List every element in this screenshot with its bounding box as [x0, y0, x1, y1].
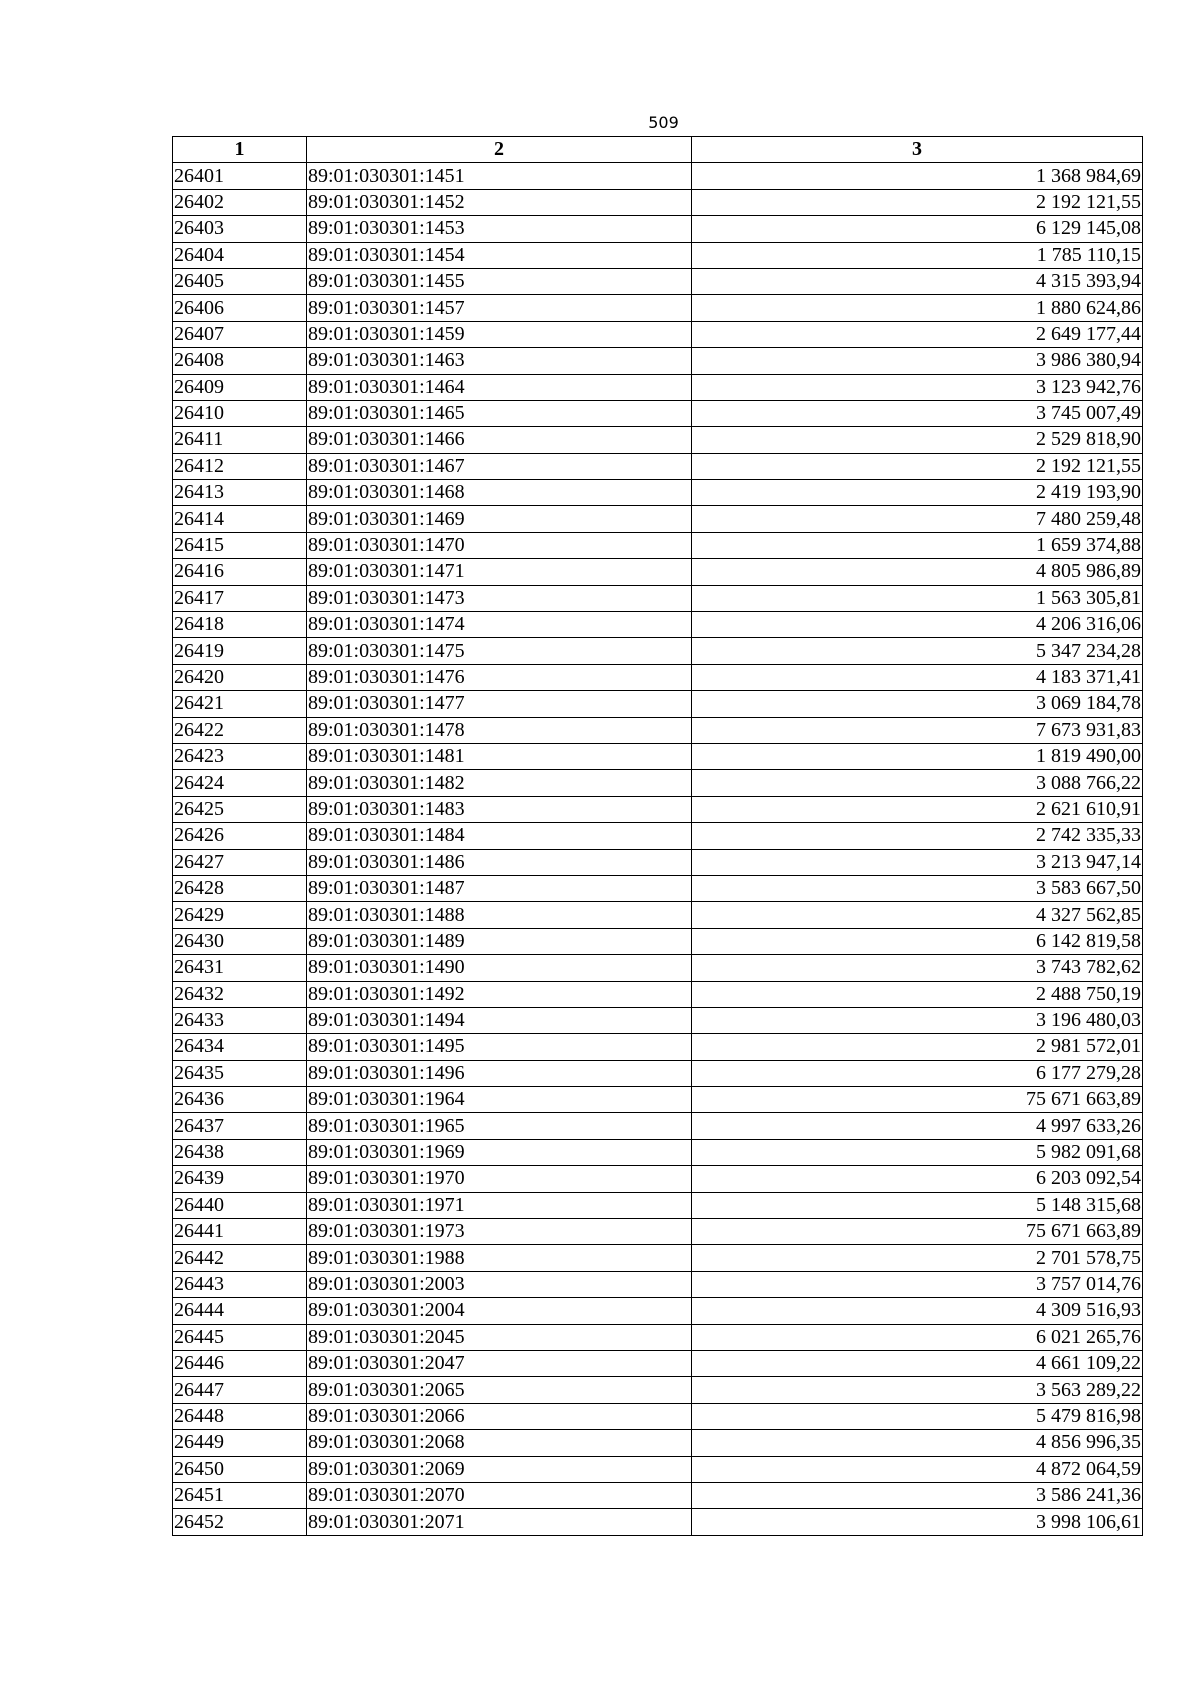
- row-number-cell: 26412: [173, 453, 307, 479]
- cadastral-number-cell: 89:01:030301:1973: [307, 1219, 692, 1245]
- value-cell: 6 129 145,08: [692, 216, 1143, 242]
- row-number-cell: 26410: [173, 400, 307, 426]
- row-number-cell: 26442: [173, 1245, 307, 1271]
- cadastral-number-cell: 89:01:030301:1465: [307, 400, 692, 426]
- row-number-cell: 26444: [173, 1298, 307, 1324]
- cadastral-number-cell: 89:01:030301:1466: [307, 427, 692, 453]
- table-row: [173, 1219, 1143, 1245]
- table-row: [173, 1034, 1143, 1060]
- value-cell: 4 327 562,85: [692, 902, 1143, 928]
- value-cell: 3 088 766,22: [692, 770, 1143, 796]
- cadastral-number-cell: 89:01:030301:1492: [307, 981, 692, 1007]
- value-cell: 3 998 106,61: [692, 1509, 1143, 1535]
- cadastral-number-cell: 89:01:030301:1489: [307, 928, 692, 954]
- value-cell: 2 192 121,55: [692, 453, 1143, 479]
- cadastral-number-cell: 89:01:030301:1475: [307, 638, 692, 664]
- row-number-cell: 26439: [173, 1166, 307, 1192]
- cadastral-number-cell: 89:01:030301:1965: [307, 1113, 692, 1139]
- row-number-cell: 26423: [173, 743, 307, 769]
- table-row: [173, 717, 1143, 743]
- table-row: [173, 321, 1143, 347]
- row-number-cell: 26407: [173, 321, 307, 347]
- row-number-cell: 26406: [173, 295, 307, 321]
- value-cell: 4 206 316,06: [692, 612, 1143, 638]
- row-number-cell: 26405: [173, 268, 307, 294]
- row-number-cell: 26422: [173, 717, 307, 743]
- cadastral-number-cell: 89:01:030301:1496: [307, 1060, 692, 1086]
- row-number-cell: 26445: [173, 1324, 307, 1350]
- cadastral-number-cell: 89:01:030301:1452: [307, 189, 692, 215]
- table-row: [173, 770, 1143, 796]
- value-cell: 6 177 279,28: [692, 1060, 1143, 1086]
- cadastral-number-cell: 89:01:030301:1488: [307, 902, 692, 928]
- row-number-cell: 26452: [173, 1509, 307, 1535]
- cadastral-number-cell: 89:01:030301:1486: [307, 849, 692, 875]
- row-number-cell: 26430: [173, 928, 307, 954]
- table-row: [173, 691, 1143, 717]
- data-table: [172, 136, 1143, 1536]
- table-row: [173, 928, 1143, 954]
- value-cell: 2 419 193,90: [692, 480, 1143, 506]
- row-number-cell: 26438: [173, 1139, 307, 1165]
- table-row: [173, 427, 1143, 453]
- value-cell: 6 142 819,58: [692, 928, 1143, 954]
- value-cell: 4 805 986,89: [692, 559, 1143, 585]
- row-number-cell: 26450: [173, 1456, 307, 1482]
- value-cell: 2 742 335,33: [692, 823, 1143, 849]
- value-cell: 1 368 984,69: [692, 163, 1143, 189]
- row-number-cell: 26431: [173, 955, 307, 981]
- value-cell: 3 583 667,50: [692, 875, 1143, 901]
- cadastral-number-cell: 89:01:030301:1487: [307, 875, 692, 901]
- row-number-cell: 26411: [173, 427, 307, 453]
- table-row: [173, 1430, 1143, 1456]
- row-number-cell: 26415: [173, 532, 307, 558]
- table-row: [173, 1482, 1143, 1508]
- cadastral-number-cell: 89:01:030301:2068: [307, 1430, 692, 1456]
- table-row: [173, 1324, 1143, 1350]
- table-row: [173, 1060, 1143, 1086]
- table-row: [173, 480, 1143, 506]
- value-cell: 2 621 610,91: [692, 796, 1143, 822]
- row-number-cell: 26404: [173, 242, 307, 268]
- row-number-cell: 26437: [173, 1113, 307, 1139]
- cadastral-number-cell: 89:01:030301:1490: [307, 955, 692, 981]
- row-number-cell: 26436: [173, 1087, 307, 1113]
- table-row: [173, 400, 1143, 426]
- row-number-cell: 26421: [173, 691, 307, 717]
- value-cell: 2 701 578,75: [692, 1245, 1143, 1271]
- cadastral-number-cell: 89:01:030301:1478: [307, 717, 692, 743]
- value-cell: 3 563 289,22: [692, 1377, 1143, 1403]
- table-row: [173, 638, 1143, 664]
- cadastral-number-cell: 89:01:030301:1474: [307, 612, 692, 638]
- table-row: [173, 1007, 1143, 1033]
- table-row: [173, 216, 1143, 242]
- cadastral-number-cell: 89:01:030301:2004: [307, 1298, 692, 1324]
- row-number-cell: 26419: [173, 638, 307, 664]
- value-cell: 3 986 380,94: [692, 348, 1143, 374]
- value-cell: 6 203 092,54: [692, 1166, 1143, 1192]
- row-number-cell: 26441: [173, 1219, 307, 1245]
- table-row: [173, 1113, 1143, 1139]
- table-row: [173, 612, 1143, 638]
- value-cell: 3 069 184,78: [692, 691, 1143, 717]
- table-row: [173, 1192, 1143, 1218]
- cadastral-number-cell: 89:01:030301:2045: [307, 1324, 692, 1350]
- value-cell: 3 586 241,36: [692, 1482, 1143, 1508]
- value-cell: 5 347 234,28: [692, 638, 1143, 664]
- page-number: 509: [648, 113, 679, 132]
- table-row: [173, 955, 1143, 981]
- row-number-cell: 26413: [173, 480, 307, 506]
- cadastral-number-cell: 89:01:030301:1464: [307, 374, 692, 400]
- value-cell: 2 529 818,90: [692, 427, 1143, 453]
- table-row: [173, 268, 1143, 294]
- table-row: [173, 585, 1143, 611]
- table-row: [173, 849, 1143, 875]
- table-row: [173, 1377, 1143, 1403]
- header-col-3: 3: [692, 137, 1143, 163]
- value-cell: 3 745 007,49: [692, 400, 1143, 426]
- row-number-cell: 26426: [173, 823, 307, 849]
- value-cell: 1 563 305,81: [692, 585, 1143, 611]
- table-row: [173, 823, 1143, 849]
- table-row: [173, 559, 1143, 585]
- value-cell: 5 479 816,98: [692, 1403, 1143, 1429]
- table-row: [173, 902, 1143, 928]
- cadastral-number-cell: 89:01:030301:1484: [307, 823, 692, 849]
- cadastral-number-cell: 89:01:030301:1473: [307, 585, 692, 611]
- table-row: [173, 664, 1143, 690]
- cadastral-number-cell: 89:01:030301:2070: [307, 1482, 692, 1508]
- cadastral-number-cell: 89:01:030301:1477: [307, 691, 692, 717]
- row-number-cell: 26403: [173, 216, 307, 242]
- value-cell: 3 743 782,62: [692, 955, 1143, 981]
- cadastral-number-cell: 89:01:030301:1482: [307, 770, 692, 796]
- row-number-cell: 26414: [173, 506, 307, 532]
- row-number-cell: 26401: [173, 163, 307, 189]
- value-cell: 75 671 663,89: [692, 1087, 1143, 1113]
- table-row: [173, 1350, 1143, 1376]
- cadastral-number-cell: 89:01:030301:1459: [307, 321, 692, 347]
- table-row: [173, 1403, 1143, 1429]
- row-number-cell: 26447: [173, 1377, 307, 1403]
- cadastral-number-cell: 89:01:030301:1470: [307, 532, 692, 558]
- cadastral-number-cell: 89:01:030301:2069: [307, 1456, 692, 1482]
- table-row: [173, 796, 1143, 822]
- value-cell: 5 148 315,68: [692, 1192, 1143, 1218]
- table-row: [173, 242, 1143, 268]
- value-cell: 2 981 572,01: [692, 1034, 1143, 1060]
- row-number-cell: 26420: [173, 664, 307, 690]
- table-row: [173, 1087, 1143, 1113]
- table-row: [173, 348, 1143, 374]
- row-number-cell: 26408: [173, 348, 307, 374]
- cadastral-number-cell: 89:01:030301:1971: [307, 1192, 692, 1218]
- cadastral-number-cell: 89:01:030301:1469: [307, 506, 692, 532]
- table-row: [173, 1271, 1143, 1297]
- value-cell: 7 480 259,48: [692, 506, 1143, 532]
- value-cell: 5 982 091,68: [692, 1139, 1143, 1165]
- value-cell: 4 661 109,22: [692, 1350, 1143, 1376]
- row-number-cell: 26443: [173, 1271, 307, 1297]
- table-row: [173, 1509, 1143, 1535]
- row-number-cell: 26402: [173, 189, 307, 215]
- row-number-cell: 26417: [173, 585, 307, 611]
- value-cell: 1 659 374,88: [692, 532, 1143, 558]
- row-number-cell: 26418: [173, 612, 307, 638]
- row-number-cell: 26427: [173, 849, 307, 875]
- cadastral-number-cell: 89:01:030301:1988: [307, 1245, 692, 1271]
- row-number-cell: 26435: [173, 1060, 307, 1086]
- cadastral-number-cell: 89:01:030301:1483: [307, 796, 692, 822]
- row-number-cell: 26451: [173, 1482, 307, 1508]
- cadastral-number-cell: 89:01:030301:1457: [307, 295, 692, 321]
- value-cell: 4 183 371,41: [692, 664, 1143, 690]
- row-number-cell: 26424: [173, 770, 307, 796]
- cadastral-number-cell: 89:01:030301:1471: [307, 559, 692, 585]
- cadastral-number-cell: 89:01:030301:2065: [307, 1377, 692, 1403]
- table-row: [173, 374, 1143, 400]
- value-cell: 4 997 633,26: [692, 1113, 1143, 1139]
- cadastral-number-cell: 89:01:030301:1467: [307, 453, 692, 479]
- header-col-1: 1: [173, 137, 307, 163]
- table-row: [173, 453, 1143, 479]
- row-number-cell: 26448: [173, 1403, 307, 1429]
- table-row: [173, 295, 1143, 321]
- value-cell: 4 309 516,93: [692, 1298, 1143, 1324]
- cadastral-number-cell: 89:01:030301:1969: [307, 1139, 692, 1165]
- cadastral-number-cell: 89:01:030301:1494: [307, 1007, 692, 1033]
- value-cell: 4 856 996,35: [692, 1430, 1143, 1456]
- table-row: [173, 1245, 1143, 1271]
- value-cell: 6 021 265,76: [692, 1324, 1143, 1350]
- table-row: [173, 743, 1143, 769]
- row-number-cell: 26446: [173, 1350, 307, 1376]
- table-row: [173, 1166, 1143, 1192]
- row-number-cell: 26432: [173, 981, 307, 1007]
- row-number-cell: 26428: [173, 875, 307, 901]
- row-number-cell: 26416: [173, 559, 307, 585]
- cadastral-number-cell: 89:01:030301:2071: [307, 1509, 692, 1535]
- cadastral-number-cell: 89:01:030301:1468: [307, 480, 692, 506]
- value-cell: 75 671 663,89: [692, 1219, 1143, 1245]
- value-cell: 3 757 014,76: [692, 1271, 1143, 1297]
- cadastral-number-cell: 89:01:030301:1454: [307, 242, 692, 268]
- table-row: [173, 506, 1143, 532]
- row-number-cell: 26425: [173, 796, 307, 822]
- cadastral-number-cell: 89:01:030301:2047: [307, 1350, 692, 1376]
- cadastral-number-cell: 89:01:030301:1495: [307, 1034, 692, 1060]
- value-cell: 1 819 490,00: [692, 743, 1143, 769]
- table-row: [173, 1298, 1143, 1324]
- value-cell: 4 872 064,59: [692, 1456, 1143, 1482]
- row-number-cell: 26449: [173, 1430, 307, 1456]
- cadastral-number-cell: 89:01:030301:1463: [307, 348, 692, 374]
- cadastral-number-cell: 89:01:030301:1964: [307, 1087, 692, 1113]
- row-number-cell: 26440: [173, 1192, 307, 1218]
- header-col-2: 2: [307, 137, 692, 163]
- table-row: [173, 163, 1143, 189]
- table-row: [173, 1139, 1143, 1165]
- value-cell: 3 196 480,03: [692, 1007, 1143, 1033]
- value-cell: 3 123 942,76: [692, 374, 1143, 400]
- table-row: [173, 875, 1143, 901]
- row-number-cell: 26434: [173, 1034, 307, 1060]
- value-cell: 4 315 393,94: [692, 268, 1143, 294]
- value-cell: 2 192 121,55: [692, 189, 1143, 215]
- table-header: [173, 137, 1143, 163]
- header-row: [173, 137, 1143, 163]
- table-body: [173, 163, 1143, 1535]
- cadastral-number-cell: 89:01:030301:1970: [307, 1166, 692, 1192]
- value-cell: 1 880 624,86: [692, 295, 1143, 321]
- table-row: [173, 532, 1143, 558]
- value-cell: 2 488 750,19: [692, 981, 1143, 1007]
- cadastral-number-cell: 89:01:030301:1451: [307, 163, 692, 189]
- value-cell: 1 785 110,15: [692, 242, 1143, 268]
- row-number-cell: 26429: [173, 902, 307, 928]
- cadastral-number-cell: 89:01:030301:2003: [307, 1271, 692, 1297]
- table-row: [173, 1456, 1143, 1482]
- table-row: [173, 189, 1143, 215]
- row-number-cell: 26433: [173, 1007, 307, 1033]
- cadastral-number-cell: 89:01:030301:1481: [307, 743, 692, 769]
- table-row: [173, 981, 1143, 1007]
- cadastral-number-cell: 89:01:030301:1453: [307, 216, 692, 242]
- row-number-cell: 26409: [173, 374, 307, 400]
- value-cell: 3 213 947,14: [692, 849, 1143, 875]
- cadastral-number-cell: 89:01:030301:1455: [307, 268, 692, 294]
- cadastral-number-cell: 89:01:030301:1476: [307, 664, 692, 690]
- value-cell: 2 649 177,44: [692, 321, 1143, 347]
- value-cell: 7 673 931,83: [692, 717, 1143, 743]
- cadastral-number-cell: 89:01:030301:2066: [307, 1403, 692, 1429]
